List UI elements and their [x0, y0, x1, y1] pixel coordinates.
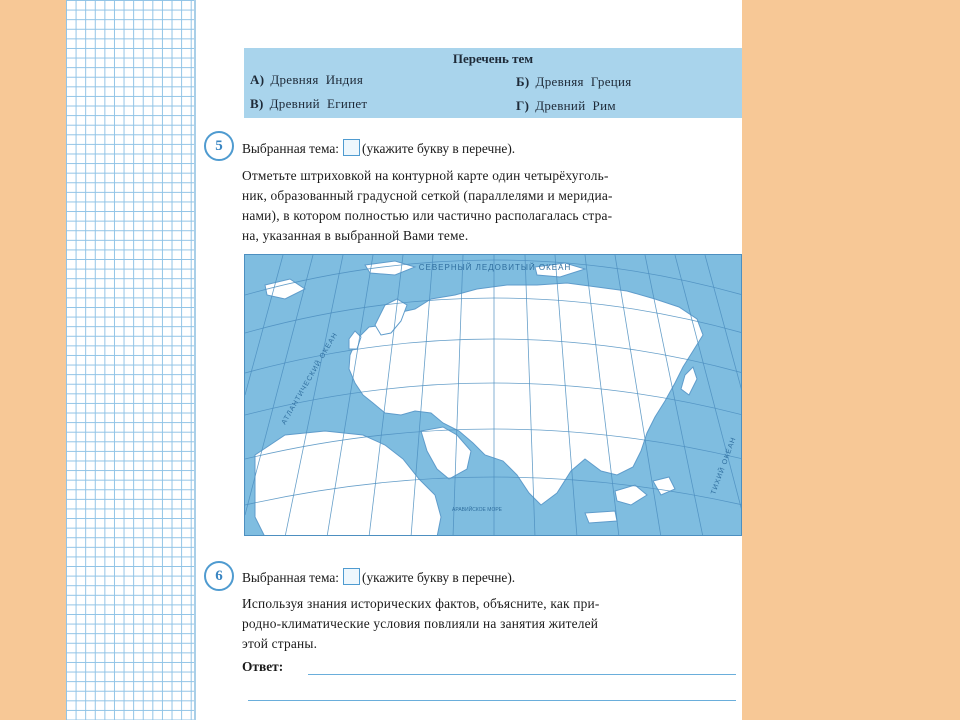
task-number-5: 5	[204, 131, 234, 161]
chosen-topic-line-5	[242, 139, 515, 157]
chosen-topic-label: Выбранная тема:	[242, 141, 340, 156]
instruction-line: Отметьте штриховкой на контурной карте один четырёхуголь-	[242, 168, 609, 183]
topic-letter: Г)	[516, 98, 530, 113]
margin-line	[194, 0, 196, 720]
instruction-line: родно-климатические условия повлияли на занятия жителей	[242, 616, 599, 631]
pacific-ocean-label: ТИХИЙ ОКЕАН	[710, 436, 738, 496]
topic-list-title: Перечень тем	[452, 51, 534, 66]
topic-letter-box[interactable]	[343, 139, 360, 156]
graph-paper-margin	[66, 0, 194, 720]
topic-item-g	[516, 98, 616, 114]
topic-letter-box[interactable]	[343, 568, 360, 585]
topic-item-b	[516, 74, 632, 90]
answer-line[interactable]	[248, 700, 736, 701]
worksheet-page	[66, 0, 742, 720]
instruction-line: на, указанная в выбранной Вами теме.	[242, 228, 469, 243]
instruction-line: Используя знания исторических фактов, объясните, как при-	[242, 596, 600, 611]
contour-map-graphic	[245, 255, 742, 536]
instruction-line: этой страны.	[242, 636, 318, 651]
topic-text: Древний Рим	[535, 98, 616, 113]
arabian-sea-label: АРАВИЙСКОЕ МОРЕ	[452, 507, 502, 513]
atlantic-ocean-label: АТЛАНТИЧЕСКИЙ ОКЕАН	[280, 331, 340, 426]
topic-text: Древняя Индия	[270, 72, 364, 87]
topic-letter: В)	[250, 96, 264, 111]
chosen-topic-line-6	[242, 568, 515, 586]
topic-letter: Б)	[516, 74, 530, 89]
task6-instructions	[242, 594, 742, 654]
task-number-6: 6	[204, 561, 234, 591]
answer-line[interactable]	[308, 674, 736, 675]
chosen-topic-label: Выбранная тема:	[242, 570, 340, 585]
island	[585, 511, 617, 523]
chosen-topic-hint: (укажите букву в перечне).	[362, 141, 516, 156]
topic-text: Древний Египет	[269, 96, 368, 111]
chosen-topic-hint: (укажите букву в перечне).	[362, 570, 516, 585]
topic-text: Древняя Греция	[535, 74, 632, 89]
topic-item-a	[250, 72, 363, 88]
answer-label: Ответ:	[242, 659, 284, 674]
topic-letter: А)	[250, 72, 265, 87]
instruction-line: ник, образованный градусной сеткой (параллелями и меридиа-	[242, 188, 613, 203]
instruction-line: нами), в котором полностью или частично располагалась стра-	[242, 208, 613, 223]
topic-item-v	[250, 96, 367, 112]
topic-list	[244, 48, 742, 118]
contour-map[interactable]	[244, 254, 742, 536]
arctic-ocean-label: СЕВЕРНЫЙ ЛЕДОВИТЫЙ ОКЕАН	[418, 263, 572, 272]
task5-instructions	[242, 166, 742, 246]
